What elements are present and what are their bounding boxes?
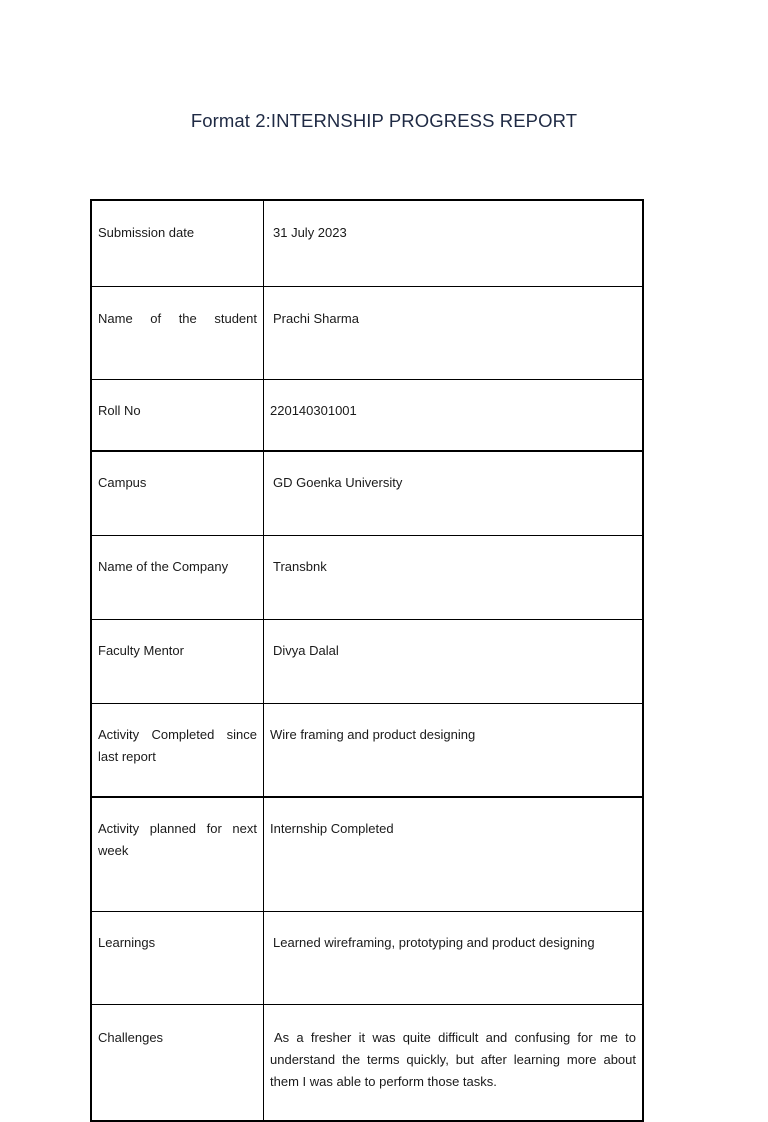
table-row [91,704,643,798]
table-row [91,380,643,452]
row-label-company: Name of the Company [91,536,264,620]
table-row [91,912,643,1005]
row-value-roll-no: 220140301001 [264,380,644,452]
table-row [91,1005,643,1122]
table-row [91,451,643,536]
row-label-challenges: Challenges [91,1005,264,1122]
row-value-company: Transbnk [264,536,644,620]
row-label-submission-date: Submission date [91,200,264,287]
row-label-faculty-mentor: Faculty Mentor [91,620,264,704]
table-row [91,200,643,287]
table-row [91,287,643,380]
row-label-activity-planned: Activity planned for next week [91,797,264,912]
row-value-submission-date: 31 July 2023 [264,200,644,287]
row-value-activity-completed: Wire framing and product designing [264,704,644,798]
row-label-student-name: Name of the student [91,287,264,380]
report-table [90,199,644,1122]
row-value-challenges: As a fresher it was quite difficult and confusing for me to understand the terms quickly, but after learning more about them I was able to perform those tasks. [264,1005,644,1122]
table-row [91,536,643,620]
row-label-roll-no: Roll No [91,380,264,452]
row-value-activity-planned: Internship Completed [264,797,644,912]
row-label-learnings: Learnings [91,912,264,1005]
row-value-faculty-mentor: Divya Dalal [264,620,644,704]
row-value-student-name: Prachi Sharma [264,287,644,380]
row-label-campus: Campus [91,451,264,536]
page-title: Format 2:INTERNSHIP PROGRESS REPORT [190,110,578,131]
table-row [91,620,643,704]
table-row [91,797,643,912]
row-value-campus: GD Goenka University [264,451,644,536]
row-label-activity-completed: Activity Completed since last report [91,704,264,798]
row-value-learnings: Learned wireframing, prototyping and product designing [264,912,644,1005]
